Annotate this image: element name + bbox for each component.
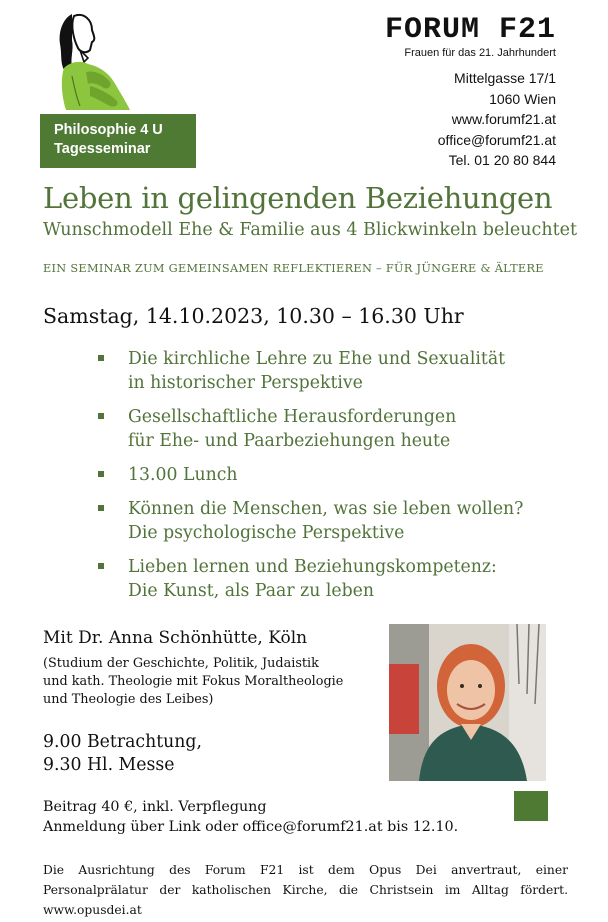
speaker-intro: Mit Dr. Anna Schönhütte, Köln [43, 628, 308, 648]
program-item: Gesellschaftliche Herausforderungen für Ehe- und Paarbeziehungen heute [98, 405, 568, 453]
organizer-logo-text: FORUM F21 [384, 13, 556, 47]
event-title: Leben in gelingenden Beziehungen [43, 181, 553, 215]
address-phone: Tel. 01 20 80 844 [448, 152, 556, 168]
badge-line-2: Tagesseminar [54, 141, 151, 157]
speaker-photo [389, 624, 546, 781]
organizer-address [438, 68, 556, 171]
woman-silhouette-logo [50, 10, 134, 112]
event-date: Samstag, 14.10.2023, 10.30 – 16.30 Uhr [43, 304, 464, 328]
program-list [98, 347, 568, 603]
address-street: Mittelgasse 17/1 [454, 70, 556, 86]
program-item: Lieben lernen und Beziehungskompetenz: Die Kunst, als Paar zu leben [98, 555, 568, 603]
seminar-badge [40, 114, 196, 168]
registration-qr-placeholder[interactable] [514, 791, 548, 821]
footer-note: Die Ausrichtung des Forum F21 ist dem Opus Dei anvertraut, einer Personalprälatur der katholischen Kirche, die Christsein im Alltag fördert. www.opusdei.at [43, 863, 568, 917]
address-website[interactable]: www.forumf21.at [451, 111, 556, 127]
program-item: Die kirchliche Lehre zu Ehe und Sexualität in historischer Perspektive [98, 347, 568, 395]
event-subtitle: Wunschmodell Ehe & Familie aus 4 Blickwinkeln beleuchtet [43, 220, 578, 240]
event-tagline: EIN SEMINAR ZUM GEMEINSAMEN REFLEKTIEREN – FÜR JÜNGERE & ÄLTERE [43, 262, 544, 275]
schedule-info: 9.00 Betrachtung, 9.30 Hl. Messe [43, 732, 202, 775]
address-email[interactable]: office@forumf21.at [437, 131, 556, 148]
fee-registration-info: Beitrag 40 €, inkl. Verpflegung Anmeldung über Link oder office@forumf21.at bis 12.10. [43, 799, 459, 835]
program-item: 13.00 Lunch [98, 463, 568, 487]
address-city: 1060 Wien [489, 90, 556, 107]
program-item: Können die Menschen, was sie leben wollen? Die psychologische Perspektive [98, 497, 568, 545]
organizer-tagline: Frauen für das 21. Jahrhundert [404, 47, 556, 59]
badge-line-1: Philosophie 4 U [54, 122, 163, 138]
speaker-bio: (Studium der Geschichte, Politik, Judaistik und kath. Theologie mit Fokus Moraltheologie und Theologie des Leibes) [43, 656, 344, 707]
